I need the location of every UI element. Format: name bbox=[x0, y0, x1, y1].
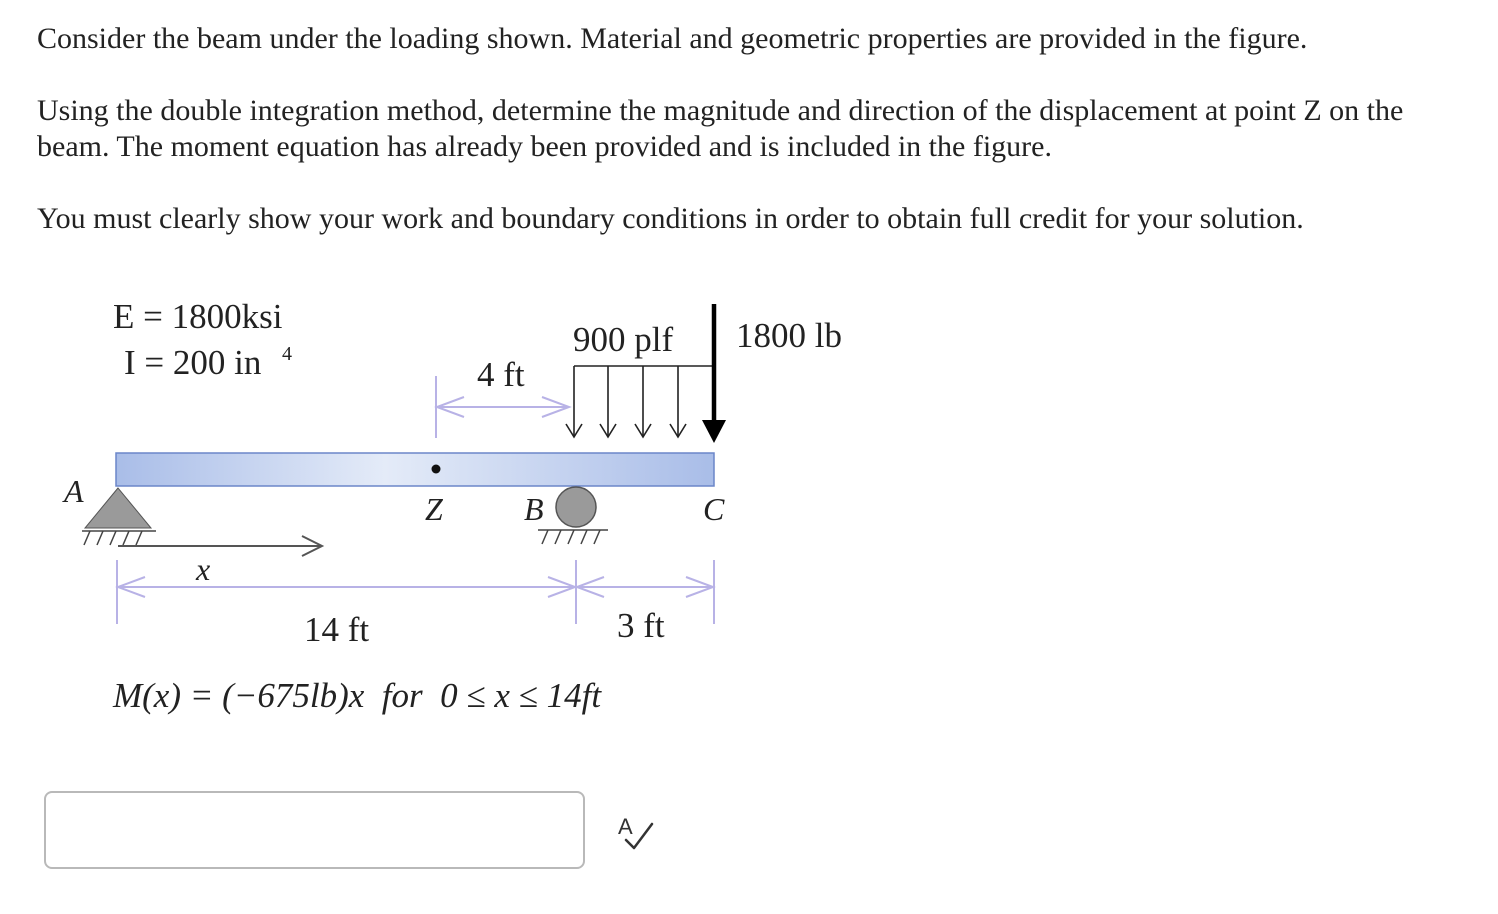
svg-text:A: A bbox=[618, 814, 633, 839]
roller-support-b bbox=[538, 487, 608, 544]
label-z: Z bbox=[425, 491, 443, 527]
dimension-a-to-b-label: 14 ft bbox=[304, 610, 370, 649]
spellcheck-icon[interactable] bbox=[614, 810, 660, 854]
label-a: A bbox=[64, 473, 84, 509]
label-x: x bbox=[196, 551, 211, 587]
x-axis-arrow bbox=[118, 536, 322, 556]
inertia-exponent: 4 bbox=[282, 343, 292, 365]
label-b: B bbox=[524, 491, 544, 527]
question-paragraph-2: Using the double integration method, determine the magnitude and direction of the displacement at point Z on the beam. The moment equation has already been provided and is included in the figure. bbox=[37, 94, 1404, 163]
question-paragraph-1: Consider the beam under the loading shown. Material and geometric properties are provided in the figure. bbox=[37, 22, 1308, 55]
beam bbox=[116, 453, 714, 486]
answer-input[interactable] bbox=[44, 791, 585, 869]
pin-support-a bbox=[82, 488, 156, 545]
point-z-marker bbox=[432, 465, 441, 474]
point-load-arrow bbox=[702, 304, 726, 443]
distributed-load bbox=[566, 366, 712, 437]
moment-equation: M(x) = (−675lb)x for 0 ≤ x ≤ 14ft bbox=[113, 676, 602, 715]
distributed-load-label: 900 plf bbox=[573, 320, 674, 359]
dimension-z-to-b-label: 4 ft bbox=[477, 355, 525, 394]
inertia-label: I = 200 in bbox=[124, 343, 262, 382]
question-paragraph-3: You must clearly show your work and boundary conditions in order to obtain full credit for your solution. bbox=[37, 202, 1304, 235]
point-load-label: 1800 lb bbox=[736, 316, 842, 355]
dimension-b-to-c-label: 3 ft bbox=[617, 606, 665, 645]
modulus-label: E = 1800ksi bbox=[113, 297, 283, 336]
label-c: C bbox=[703, 491, 725, 527]
